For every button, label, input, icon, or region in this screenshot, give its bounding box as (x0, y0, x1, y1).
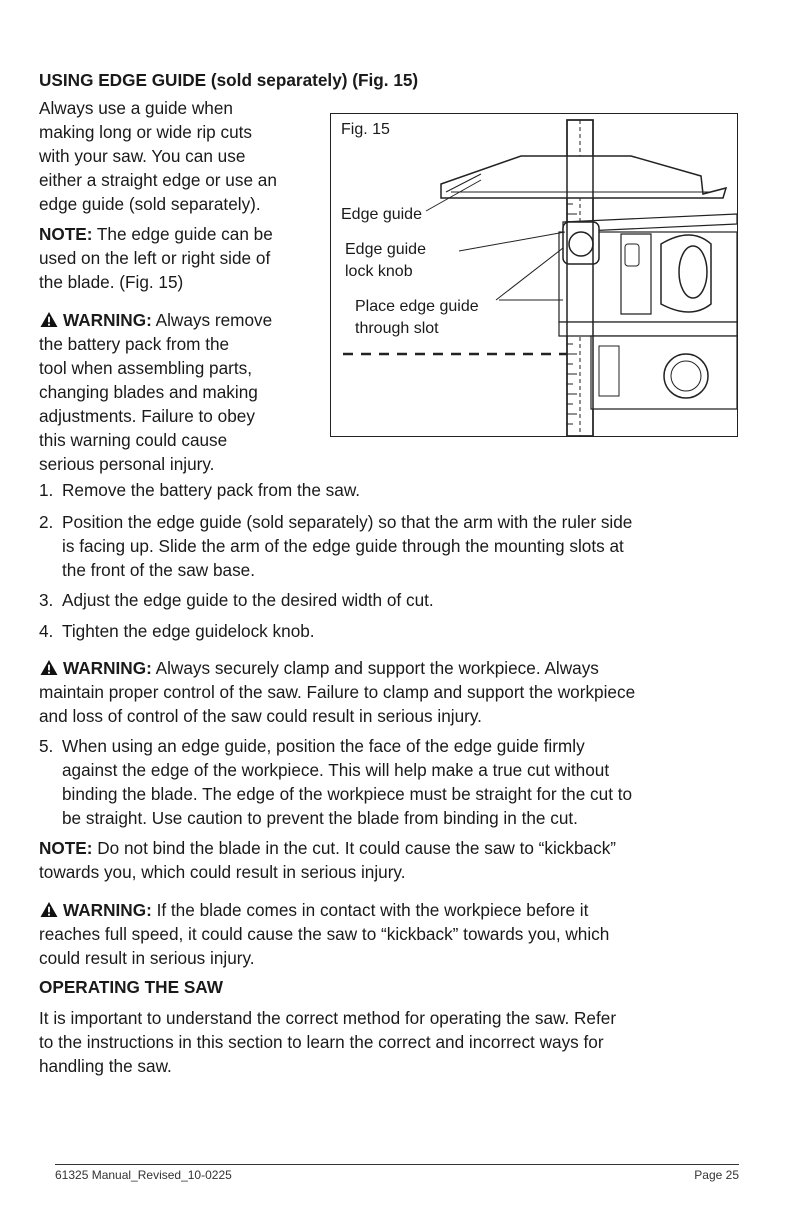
note-line: used on the left or right side of (39, 248, 271, 268)
section-title-edge-guide: USING EDGE GUIDE (sold separately) (Fig. 15) (39, 70, 419, 90)
warning-line: and loss of control of the saw could result in serious injury. (39, 706, 482, 726)
intro-line: making long or wide rip cuts (39, 122, 253, 142)
step-text: be straight. Use caution to prevent the blade from binding in the cut. (62, 808, 578, 828)
warning-line: the battery pack from the (39, 334, 230, 354)
warning-line: this warning could cause (39, 430, 228, 450)
footer-doc-id: 61325 Manual_Revised_10-0225 (55, 1168, 232, 1182)
note-line: towards you, which could result in serious injury. (39, 862, 406, 882)
warning-text: Always securely clamp and support the workpiece. Always (151, 658, 599, 678)
paragraph-line: to the instructions in this section to learn the correct and incorrect ways for (39, 1032, 604, 1052)
warning-text: Always remove (151, 310, 273, 330)
label-lock-knob-line1: Edge guide (345, 241, 426, 258)
label-edge-guide: Edge guide (341, 206, 422, 223)
warning-line (39, 900, 588, 922)
warning-label: WARNING: (63, 658, 152, 678)
step-number: 5. (39, 736, 54, 756)
figure-title: Fig. 15 (341, 121, 390, 138)
footer-divider (55, 1164, 739, 1165)
figure-15 (330, 113, 738, 437)
step-text: Remove the battery pack from the saw. (62, 480, 361, 500)
note-line (39, 838, 616, 860)
note-label: NOTE: (39, 224, 93, 244)
step-text: When using an edge guide, position the face of the edge guide firmly (62, 736, 585, 756)
step-number: 1. (39, 480, 54, 500)
warning-line: maintain proper control of the saw. Failure to clamp and support the workpiece (39, 682, 636, 702)
warning-line: tool when assembling parts, (39, 358, 253, 378)
intro-line: Always use a guide when (39, 98, 233, 118)
warning-line: changing blades and making (39, 382, 258, 402)
step-text: Tighten the edge guidelock knob. (62, 621, 315, 641)
note-label: NOTE: (39, 838, 93, 858)
step-text: Position the edge guide (sold separately) so that the arm with the ruler side (62, 512, 633, 532)
warning-line: serious personal injury. (39, 454, 215, 474)
warning-line (39, 310, 272, 332)
step-text: Adjust the edge guide to the desired width of cut. (62, 590, 434, 610)
warning-triangle-icon (39, 311, 59, 328)
step-number: 4. (39, 621, 54, 641)
label-lock-knob-line2: lock knob (345, 263, 413, 280)
warning-triangle-icon (39, 901, 59, 918)
warning-line: could result in serious injury. (39, 948, 255, 968)
paragraph-line: It is important to understand the correct method for operating the saw. Refer (39, 1008, 617, 1028)
note-line (39, 224, 273, 246)
note-line: the blade. (Fig. 15) (39, 272, 184, 292)
warning-text: If the blade comes in contact with the workpiece before it (151, 900, 589, 920)
step-number: 2. (39, 512, 54, 532)
step-text: against the edge of the workpiece. This will help make a true cut without (62, 760, 610, 780)
step-text: binding the blade. The edge of the workpiece must be straight for the cut to (62, 784, 633, 804)
step-text: the front of the saw base. (62, 560, 255, 580)
step-number: 3. (39, 590, 54, 610)
footer-page-number: Page 25 (694, 1168, 739, 1182)
warning-label: WARNING: (63, 900, 152, 920)
label-slot-line1: Place edge guide (355, 298, 479, 315)
intro-line: with your saw. You can use (39, 146, 246, 166)
warning-label: WARNING: (63, 310, 152, 330)
warning-line: adjustments. Failure to obey (39, 406, 255, 426)
label-slot-line2: through slot (355, 320, 439, 337)
intro-line: either a straight edge or use an (39, 170, 277, 190)
step-text: is facing up. Slide the arm of the edge guide through the mounting slots at (62, 536, 624, 556)
section-title-operating: OPERATING THE SAW (39, 977, 223, 997)
note-text: The edge guide can be (92, 224, 273, 244)
paragraph-line: handling the saw. (39, 1056, 172, 1076)
intro-line: edge guide (sold separately). (39, 194, 261, 214)
warning-line: reaches full speed, it could cause the saw to “kickback” towards you, which (39, 924, 610, 944)
note-text: Do not bind the blade in the cut. It could cause the saw to “kickback” (92, 838, 617, 858)
warning-triangle-icon (39, 659, 59, 676)
warning-line (39, 658, 599, 680)
